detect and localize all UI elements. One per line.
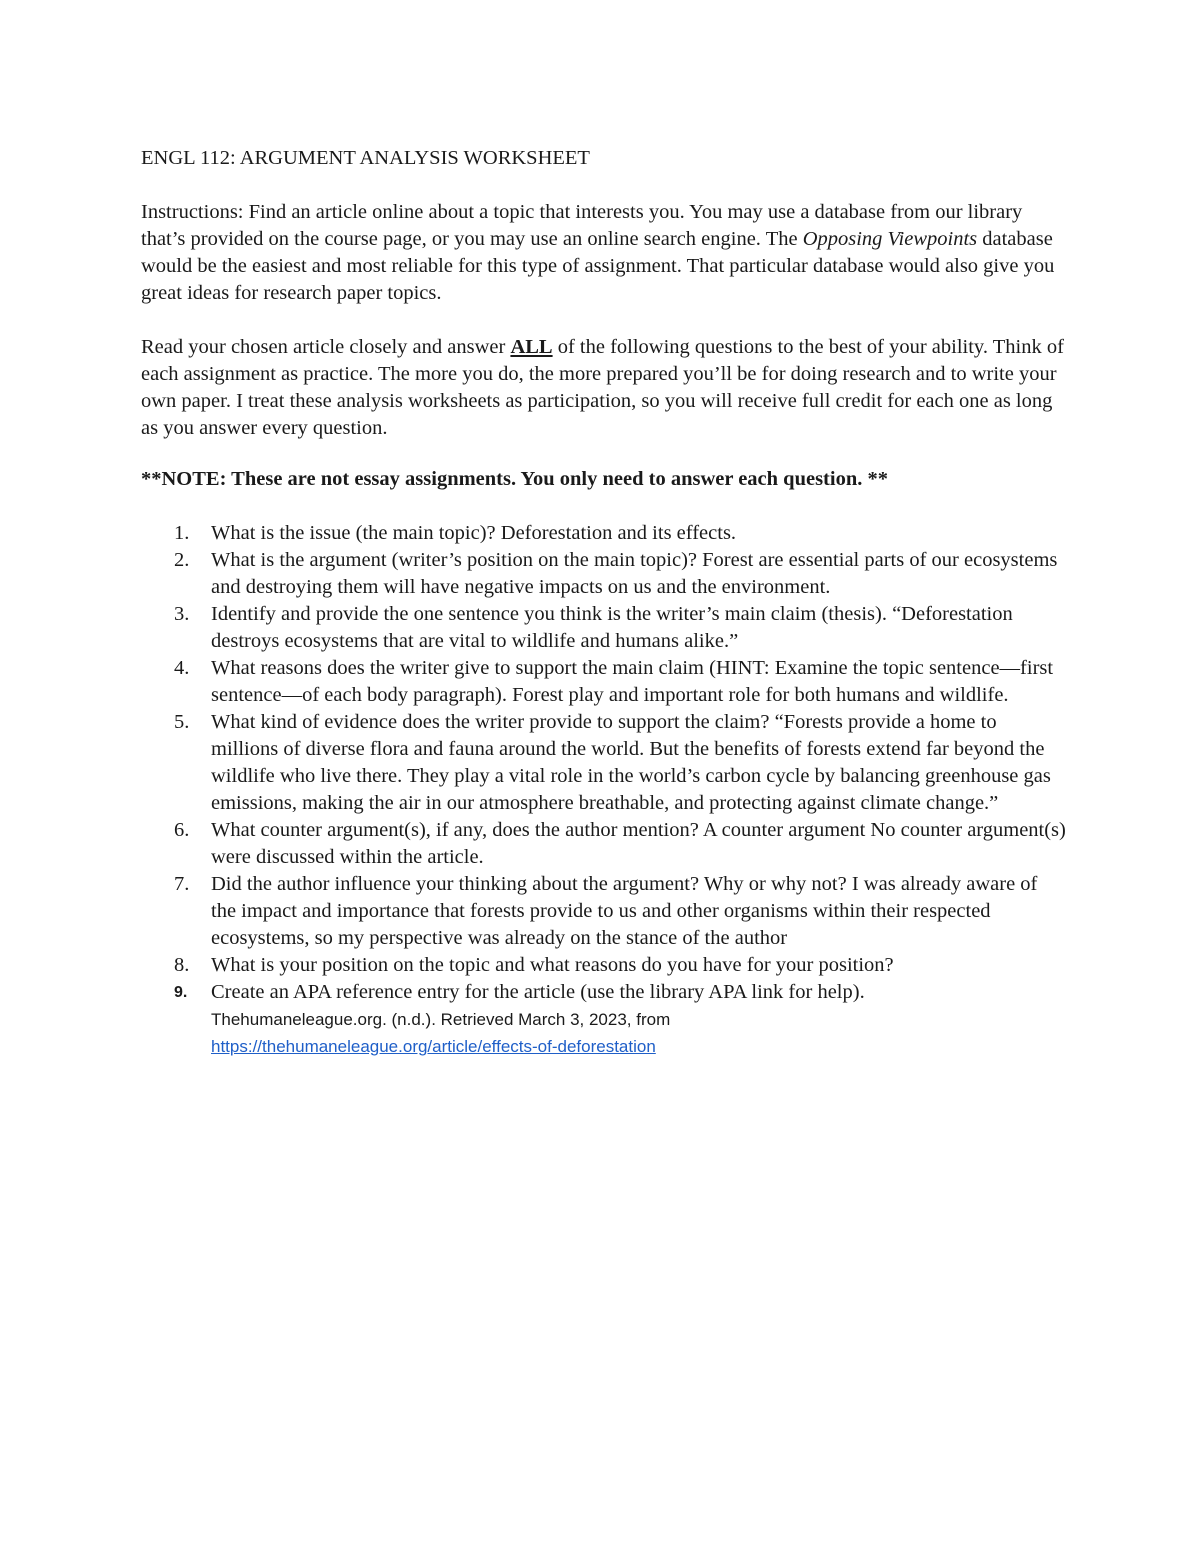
- question-item: [141, 817, 1066, 871]
- question-number: 4.: [174, 657, 190, 679]
- reference-link[interactable]: https://thehumaneleague.org/article/effects-of-deforestation: [211, 1037, 656, 1056]
- question-item: [141, 952, 1066, 979]
- question-text: What is the argument (writer’s position on the main topic)? Forest are essential parts of our ecosystems and destroying them will have negative impacts on us and the environment.: [211, 549, 1058, 598]
- question-text: What counter argument(s), if any, does the author mention? A counter argument No counter argument(s) were discussed within the article.: [211, 819, 1066, 868]
- question-item: [141, 655, 1066, 709]
- question-text: Identify and provide the one sentence you think is the writer’s main claim (thesis). “Deforestation destroys ecosystems that are vital to wildlife and humans alike.”: [211, 603, 1013, 652]
- question-number: 8.: [174, 954, 190, 976]
- question-number: 2.: [174, 549, 190, 571]
- question-number: 6.: [174, 819, 190, 841]
- question-text: What kind of evidence does the writer provide to support the claim? “Forests provide a home to millions of diverse flora and fauna around the world. But the benefits of forests extend far beyond the wildlife who live there. They play a vital role in the world’s carbon cycle by balancing greenhouse gas emissions, making the air in our atmosphere breathable, and protecting against climate change.”: [211, 711, 1051, 814]
- question-text: What is the issue (the main topic)? Deforestation and its effects.: [211, 522, 737, 544]
- document-page: [141, 145, 1066, 1060]
- read-paragraph: [141, 334, 1066, 442]
- question-item: [141, 979, 1066, 1060]
- question-number: 9.: [174, 984, 188, 1001]
- question-item: [141, 871, 1066, 952]
- question-number: 1.: [174, 522, 190, 544]
- question-text: What is your position on the topic and what reasons do you have for your position?: [211, 954, 894, 976]
- question-item: [141, 709, 1066, 817]
- question-number: 3.: [174, 603, 190, 625]
- page-title: ENGL 112: ARGUMENT ANALYSIS WORKSHEET: [141, 147, 590, 169]
- all-emphasis: ALL: [510, 336, 553, 358]
- apa-reference: [211, 1006, 1066, 1060]
- instructions-text-1: Instructions: Find an article online about a topic that interests you. You may use a database from our library that’s provided on the course page, or you may use an online search engine. The: [141, 201, 1023, 250]
- database-name: Opposing Viewpoints: [802, 228, 978, 250]
- question-item: [141, 520, 1066, 547]
- question-list: [141, 520, 1066, 1060]
- instructions-paragraph: [141, 199, 1066, 307]
- question-item: [141, 547, 1066, 601]
- read-text-1: Read your chosen article closely and answer: [141, 336, 511, 358]
- question-text: Create an APA reference entry for the article (use the library APA link for help).: [211, 981, 865, 1003]
- question-number: 5.: [174, 711, 190, 733]
- read-text-2: of the following questions to the best of your ability. Think of each assignment as practice. The more you do, the more prepared you’ll be for doing research and to write your own paper. I treat these analysis worksheets as participation, so you will receive full credit for each one as long as you answer every question.: [141, 336, 1064, 439]
- question-number: 7.: [174, 873, 190, 895]
- instructions-text-2: database would be the easiest and most reliable for this type of assignment. That particular database would also give you great ideas for research paper topics.: [141, 228, 1055, 304]
- question-item: [141, 601, 1066, 655]
- question-text: Did the author influence your thinking about the argument? Why or why not? I was already aware of the impact and importance that forests provide to us and other organisms within their respected ecosystems, so my perspective was already on the stance of the author: [211, 873, 1038, 949]
- reference-citation: Thehumaneleague.org. (n.d.). Retrieved March 3, 2023, from: [211, 1010, 671, 1029]
- note-text: **NOTE: These are not essay assignments. You only need to answer each question. **: [141, 468, 888, 490]
- question-text: What reasons does the writer give to support the main claim (HINT: Examine the topic sentence—first sentence—of each body paragraph). Forest play and important role for both humans and wildlife.: [211, 657, 1054, 706]
